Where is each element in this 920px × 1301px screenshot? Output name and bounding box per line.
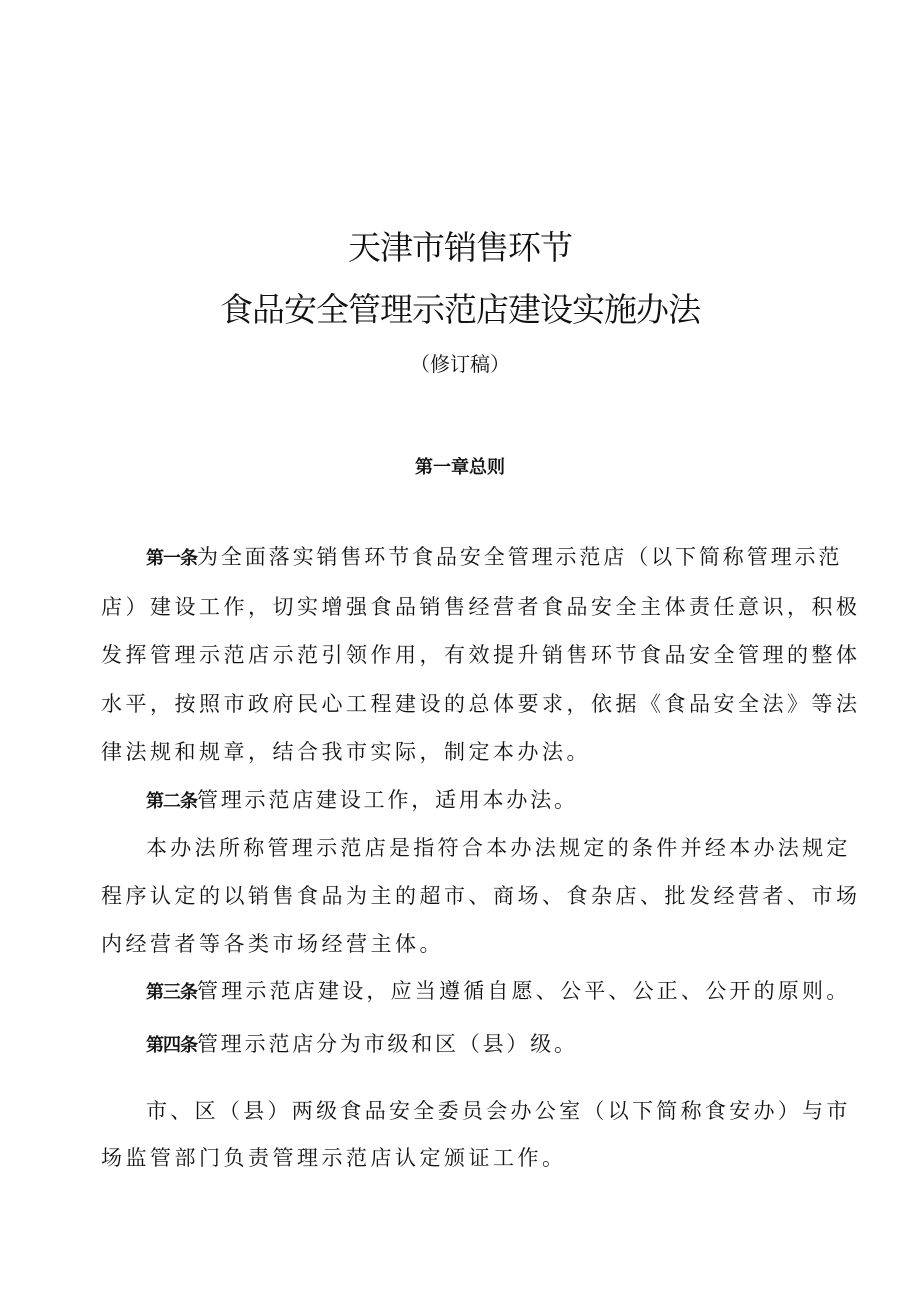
article-4-para-2-line-1: 市、区（县）两级食品安全委员会办公室（以下简称食安办）与市 (146, 1099, 851, 1123)
article-3-text: 管理示范店建设，应当遵循自愿、公平、公正、公开的原则。 (197, 979, 851, 1003)
article-4-para-2-line-2: 场监管部门负责管理示范店认定颁证工作。 (101, 1146, 567, 1170)
document-title-line-1: 天津市销售环节 (348, 228, 572, 267)
article-1-line-5: 律法规和规章，结合我市实际，制定本办法。 (101, 740, 591, 764)
article-2-para-2-line-1: 本办法所称管理示范店是指符合本办法规定的条件并经本办法规定 (146, 836, 851, 860)
article-4-line-1 (146, 1029, 578, 1061)
article-1-line-4: 水平，按照市政府民心工程建设的总体要求，依据《食品安全法》等法 (101, 692, 861, 716)
article-2-text: 管理示范店建设工作，适用本办法。 (197, 788, 578, 812)
article-4-label: 第四条 (146, 1035, 197, 1056)
article-1-text: 为全面落实销售环节食品安全管理示范店（以下简称管理示范 (197, 545, 843, 569)
article-2-para-2-line-2: 程序认定的以销售食品为主的超市、商场、食杂店、批发经营者、市场 (101, 884, 861, 908)
article-2-line-1 (146, 785, 578, 817)
article-4-text: 管理示范店分为市级和区（县）级。 (197, 1032, 578, 1056)
chapter-heading: 第一章总则 (415, 457, 505, 478)
article-3-line-1 (146, 976, 850, 1008)
article-2-para-2-line-3: 内经营者等各类市场经营主体。 (101, 932, 444, 956)
article-1-line-1 (146, 542, 842, 574)
article-1-line-2: 店）建设工作，切实增强食品销售经营者食品安全主体责任意识，积极 (101, 595, 861, 619)
article-1-line-3: 发挥管理示范店示范引领作用，有效提升销售环节食品安全管理的整体 (101, 643, 861, 667)
document-title-line-2: 食品安全管理示范店建设实施办法 (220, 290, 700, 329)
article-1-label: 第一条 (146, 548, 197, 569)
article-3-label: 第三条 (146, 982, 197, 1003)
document-subtitle: （修订稿） (410, 352, 510, 376)
article-2-label: 第二条 (146, 791, 197, 812)
